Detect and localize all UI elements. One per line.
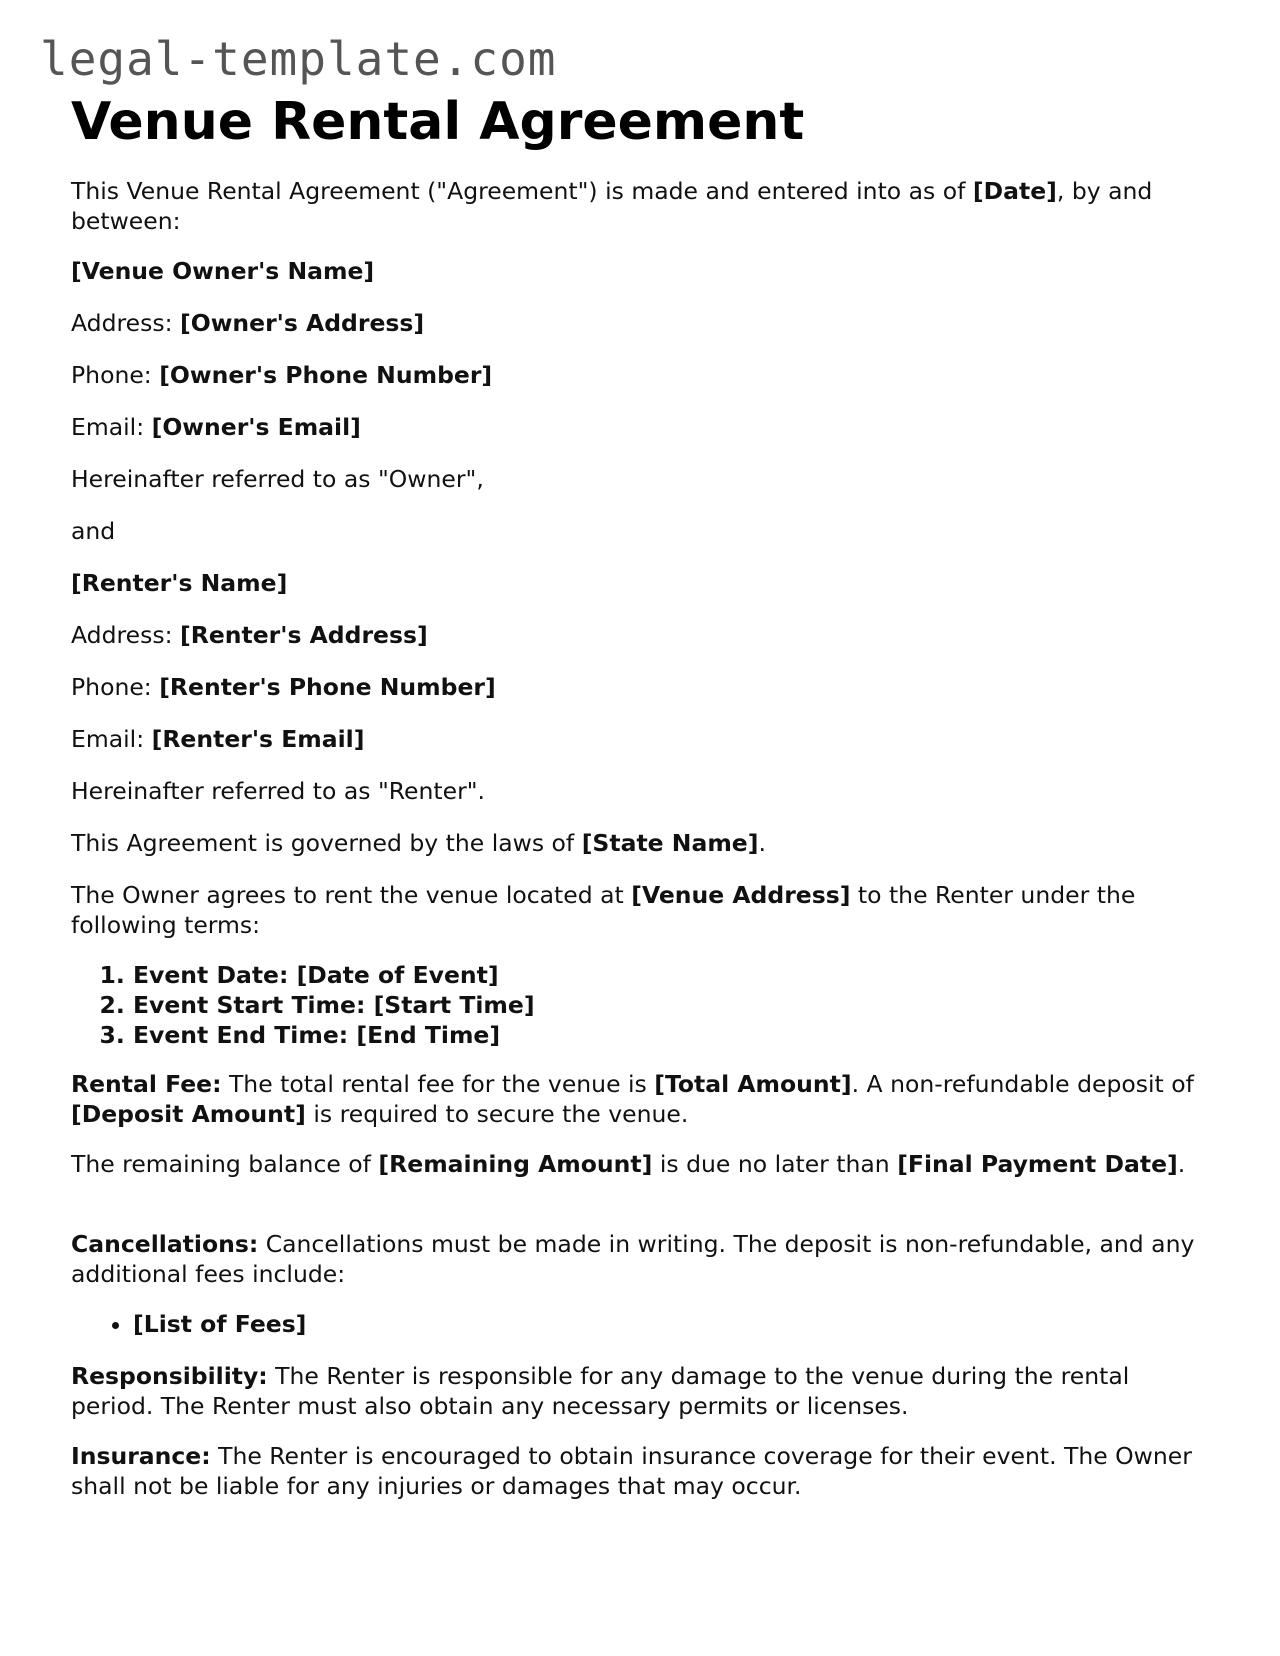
owner-address: [Owner's Address] bbox=[179, 309, 425, 337]
responsibility-paragraph bbox=[71, 1361, 1216, 1421]
renter-referred-text: Hereinafter referred to as "Renter". bbox=[71, 777, 486, 805]
list-item-event-date: 1. Event Date: [Date of Event] bbox=[133, 960, 1278, 990]
list-item-fees: • [List of Fees] bbox=[133, 1309, 1278, 1339]
cancellations-paragraph bbox=[71, 1229, 1216, 1289]
venue-text-after: to the Renter under the following terms: bbox=[71, 881, 1136, 939]
intro-paragraph bbox=[71, 176, 1216, 236]
owner-phone-line bbox=[71, 360, 1216, 390]
event-terms-list bbox=[71, 960, 1278, 1050]
remaining-amount-field: [Remaining Amount] bbox=[378, 1150, 653, 1178]
renter-email-line bbox=[71, 724, 1216, 754]
renter-phone-line bbox=[71, 672, 1216, 702]
responsibility-text: The Renter is responsible for any damage to the venue during the rental period. The Renter must also obtain any necessary permits or licenses. bbox=[71, 1362, 1130, 1420]
governing-law-paragraph bbox=[71, 828, 1216, 858]
agreement-date-field: [Date] bbox=[972, 177, 1057, 205]
document-title: Venue Rental Agreement bbox=[71, 92, 805, 152]
balance-text-2: is due no later than bbox=[652, 1150, 898, 1178]
rental-fee-label: Rental Fee: bbox=[71, 1070, 222, 1098]
intro-text-after: , by and between: bbox=[71, 177, 1153, 235]
cancellations-text: Cancellations must be made in writing. The deposit is non-refundable, and any additional fees include: bbox=[71, 1230, 1195, 1288]
renter-address: [Renter's Address] bbox=[179, 621, 428, 649]
fees-list bbox=[71, 1309, 1278, 1339]
final-payment-date-field: [Final Payment Date] bbox=[897, 1150, 1178, 1178]
site-watermark: legal-template.com bbox=[40, 32, 557, 86]
document bbox=[71, 92, 1216, 1500]
insurance-paragraph bbox=[71, 1441, 1216, 1501]
rental-fee-text-2: . A non-refundable deposit of bbox=[851, 1070, 1194, 1098]
owner-phone: [Owner's Phone Number] bbox=[159, 361, 493, 389]
renter-email: [Renter's Email] bbox=[151, 725, 365, 753]
rental-fee-text-3: is required to secure the venue. bbox=[305, 1100, 689, 1128]
owner-address-line bbox=[71, 308, 1216, 338]
state-name-field: [State Name] bbox=[581, 829, 759, 857]
balance-text-3: . bbox=[1177, 1150, 1186, 1178]
governed-text-before: This Agreement is governed by the laws of bbox=[71, 829, 582, 857]
owner-name: [Venue Owner's Name] bbox=[71, 257, 375, 285]
renter-email-label: Email: bbox=[71, 725, 152, 753]
deposit-amount-field: [Deposit Amount] bbox=[71, 1100, 306, 1128]
renter-address-line bbox=[71, 620, 1216, 650]
venue-text-before: The Owner agrees to rent the venue located at bbox=[71, 881, 632, 909]
cancellations-label: Cancellations: bbox=[71, 1230, 259, 1258]
owner-email: [Owner's Email] bbox=[151, 413, 361, 441]
rental-fee-paragraph bbox=[71, 1069, 1216, 1129]
balance-text-1: The remaining balance of bbox=[71, 1150, 379, 1178]
governed-text-after: . bbox=[758, 829, 766, 857]
owner-email-line bbox=[71, 412, 1216, 442]
renter-name: [Renter's Name] bbox=[71, 569, 288, 597]
responsibility-label: Responsibility: bbox=[71, 1362, 268, 1390]
renter-phone: [Renter's Phone Number] bbox=[159, 673, 496, 701]
insurance-text: The Renter is encouraged to obtain insurance coverage for their event. The Owner shall not be liable for any injuries or damages that may occur. bbox=[71, 1442, 1192, 1500]
venue-address-field: [Venue Address] bbox=[631, 881, 851, 909]
balance-paragraph bbox=[71, 1149, 1216, 1179]
renter-address-label: Address: bbox=[71, 621, 180, 649]
venue-paragraph bbox=[71, 880, 1216, 940]
owner-email-label: Email: bbox=[71, 413, 152, 441]
owner-address-label: Address: bbox=[71, 309, 180, 337]
owner-phone-label: Phone: bbox=[71, 361, 160, 389]
owner-referred-text: Hereinafter referred to as "Owner", bbox=[71, 465, 484, 493]
and-text: and bbox=[71, 517, 116, 545]
total-amount-field: [Total Amount] bbox=[654, 1070, 852, 1098]
rental-fee-text-1: The total rental fee for the venue is bbox=[221, 1070, 655, 1098]
renter-phone-label: Phone: bbox=[71, 673, 160, 701]
insurance-label: Insurance: bbox=[71, 1442, 211, 1470]
list-item-event-start-time: 2. Event Start Time: [Start Time] bbox=[133, 990, 1278, 1020]
list-item-event-end-time: 3. Event End Time: [End Time] bbox=[133, 1020, 1278, 1050]
intro-text-before: This Venue Rental Agreement ("Agreement") is made and entered into as of bbox=[71, 177, 973, 205]
